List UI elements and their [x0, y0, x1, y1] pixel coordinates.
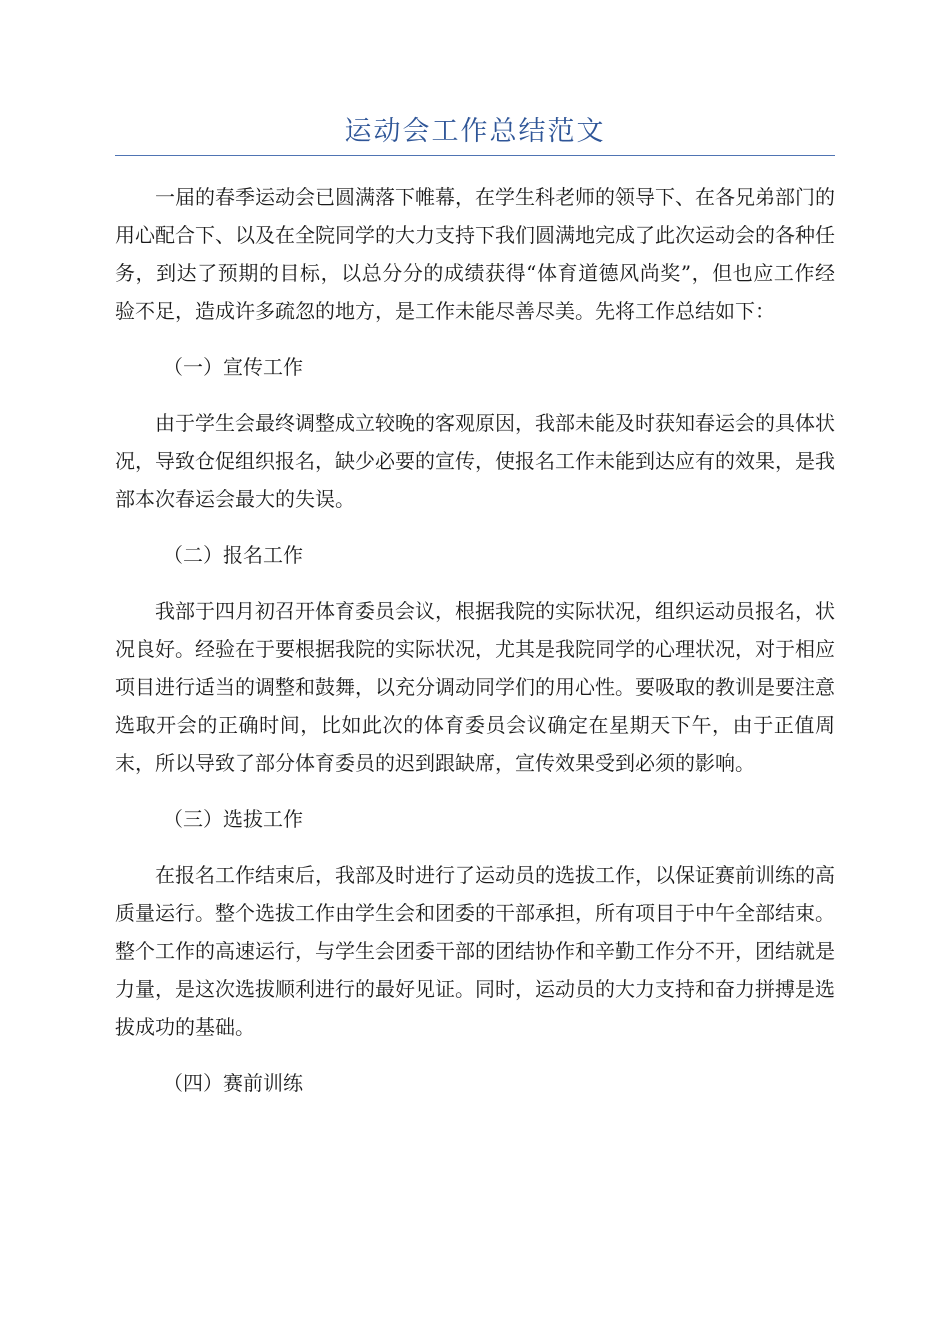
section-heading-selection: （三）选拔工作	[163, 807, 303, 831]
section-body-publicity: 由于学生会最终调整成立较晚的客观原因，我部未能及时获知春运会的具体状况，导致仓促组织报名，缺少必要的宣传，使报名工作未能到达应有的效果，是我部本次春运会最大的失误。	[115, 411, 835, 511]
section-body-registration: 我部于四月初召开体育委员会议，根据我院的实际状况，组织运动员报名，状况良好。经验在于要根据我院的实际状况，尤其是我院同学的心理状况，对于相应项目进行适当的调整和鼓舞，以充分调动同学们的用心性。要吸取的教训是要注意选取开会的正确时间，比如此次的体育委员会议确定在星期天下午，由于正值周末，所以导致了部分体育委员的迟到跟缺席，宣传效果受到必须的影响。	[115, 599, 835, 775]
section-body-selection: 在报名工作结束后，我部及时进行了运动员的选拔工作，以保证赛前训练的高质量运行。整个选拔工作由学生会和团委的干部承担，所有项目于中午全部结束。整个工作的高速运行，与学生会团委干部的团结协作和辛勤工作分不开，团结就是力量，是这次选拔顺利进行的最好见证。同时，运动员的大力支持和奋力拼搏是选拔成功的基础。	[115, 863, 835, 1039]
document-page	[115, 0, 835, 1120]
section-heading-training: （四）赛前训练	[163, 1071, 303, 1095]
section-heading-registration: （二）报名工作	[163, 543, 303, 567]
document-body	[115, 178, 835, 1102]
document-title: 运动会工作总结范文	[344, 116, 606, 147]
intro-paragraph: 一届的春季运动会已圆满落下帷幕，在学生科老师的领导下、在各兄弟部门的用心配合下、以及在全院同学的大力支持下我们圆满地完成了此次运动会的各种任务，到达了预期的目标，以总分分的成绩获得“体育道德风尚奖”，但也应工作经验不足，造成许多疏忽的地方，是工作未能尽善尽美。先将工作总结如下：	[115, 185, 835, 323]
title-underline	[115, 155, 835, 156]
section-heading-publicity: （一）宣传工作	[163, 355, 303, 379]
